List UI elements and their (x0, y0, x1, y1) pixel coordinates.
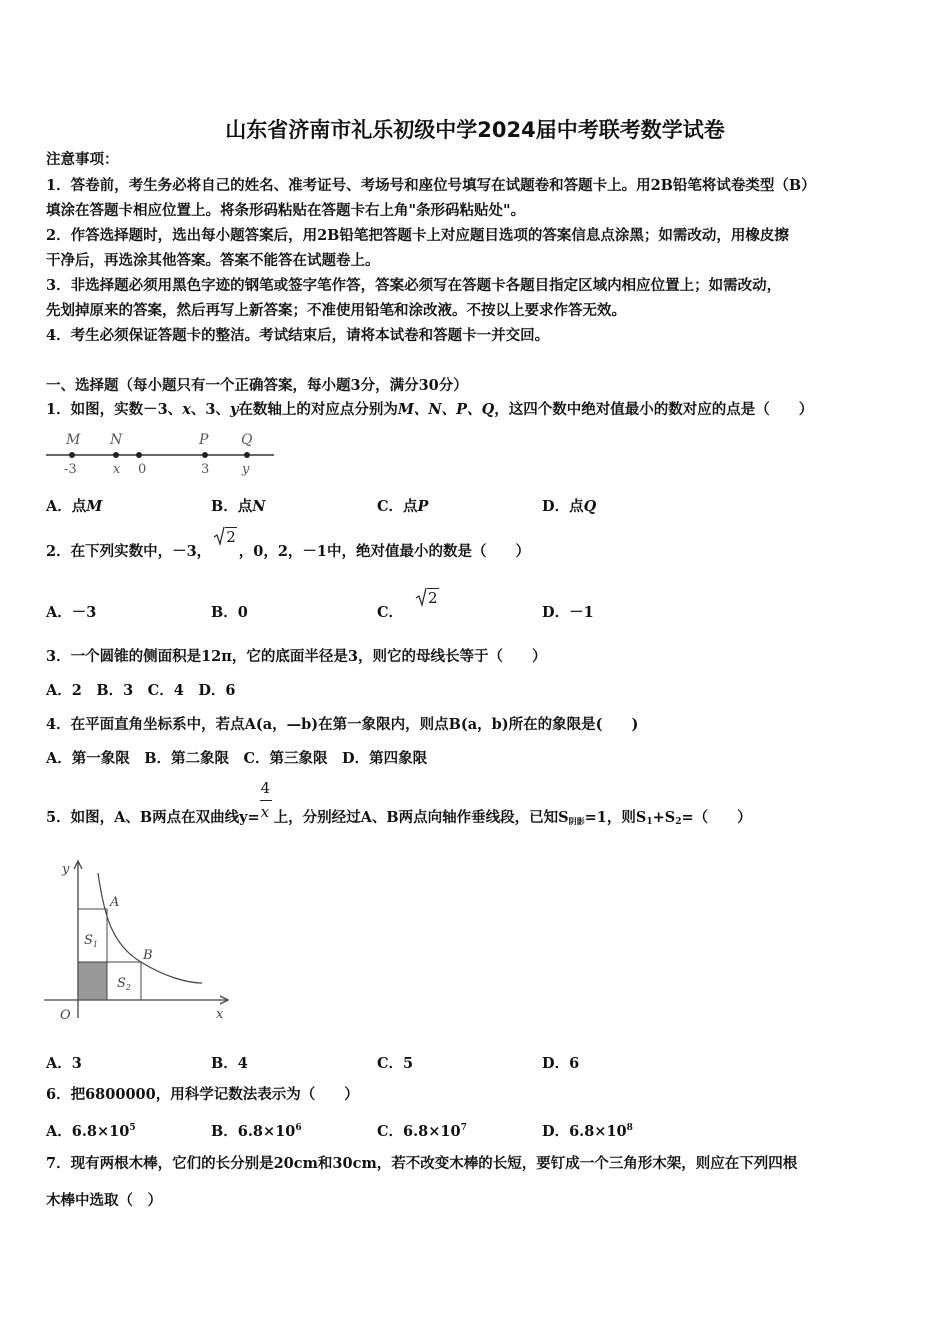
point-p (202, 452, 208, 458)
tick-0: 0 (138, 462, 147, 477)
q1-option-c[interactable]: C．点P (377, 498, 429, 515)
tick-neg3: -3 (64, 462, 77, 477)
question-6-stem: 6．把6800000，用科学记数法表示为（ ） (46, 1086, 359, 1103)
point-n (113, 452, 119, 458)
question-5-stem: 5．如图，A、B两点在双曲线y= $\frac{4}{x}$ 上，分别经过A、B两点向轴作垂线段，已知$S_{阴影}=1$，则$S_1+S_2=$（ ） (46, 779, 752, 827)
label-q: Q (241, 432, 253, 448)
point-m (69, 452, 75, 458)
question-7-line-1: 7．现有两根木棒，它们的长分别是20cm和30cm，若不改变木棒的长短，要钉成一个三角形木架，则应在下列四根 (46, 1155, 798, 1172)
fraction-4-over-x: $\frac{4}{x}$ (260, 779, 271, 821)
notice-line-1: 1．答卷前，考生务必将自己的姓名、准考证号、考场号和座位号填写在试题卷和答题卡上。用2B铅笔将试卷类型（B） (46, 177, 816, 194)
hyperbola-curve (98, 873, 202, 983)
sqrt-two: 2 (213, 526, 237, 547)
q6-option-d[interactable]: D．$6.8\times 10^8$ (542, 1123, 633, 1140)
fig-label-x: x (216, 1007, 224, 1022)
hyperbola-figure (40, 855, 240, 1025)
q1-option-a[interactable]: A．点M (46, 498, 103, 515)
question-1-stem: 1．如图，实数－3、x、3、y在数轴上的对应点分别为M、N、P、Q，这四个数中绝对值最小的数对应的点是（ ） (46, 401, 814, 418)
label-m: M (66, 432, 81, 448)
question-2-stem: 2．在下列实数中，－3，2，0，2，－1中，绝对值最小的数是（ ） (46, 528, 531, 560)
q2-option-d[interactable]: D．－1 (542, 604, 594, 621)
q2-option-a[interactable]: A．－3 (46, 604, 97, 621)
notice-line-7: 4．考生必须保证答题卡的整洁。考试结束后，请将本试卷和答题卡一并交回。 (46, 327, 550, 344)
section-heading: 一、选择题（每小题只有一个正确答案，每小题3分，满分30分） (46, 377, 468, 394)
q5-option-a[interactable]: A．3 (46, 1055, 82, 1072)
shaded-region (78, 962, 107, 1000)
notice-heading: 注意事项： (46, 151, 119, 168)
question-4-stem: 4．在平面直角坐标系中，若点A(a，—b)在第一象限内，则点B(a，b)所在的象限是( ) (46, 716, 639, 733)
fig-label-b: B (143, 948, 153, 963)
q2-option-c[interactable]: C．2 (377, 589, 438, 621)
q1-option-b[interactable]: B．点N (211, 498, 266, 515)
page-title: 山东省济南市礼乐初级中学2024届中考联考数学试卷 (225, 118, 725, 142)
label-p: P (199, 432, 209, 448)
fig-label-s1: $S_1$ (84, 933, 98, 949)
tick-y: y (242, 462, 250, 477)
question-7-line-2: 木棒中选取（ ） (46, 1192, 162, 1209)
q3-options[interactable]: A．2 B．3 C．4 D．6 (46, 682, 236, 699)
notice-line-4: 干净后，再选涂其他答案。答案不能答在试题卷上。 (46, 252, 380, 269)
tick-3: 3 (201, 462, 210, 477)
number-line-figure (42, 428, 282, 480)
notice-line-2: 填涂在答题卡相应位置上。将条形码粘贴在答题卡右上角"条形码粘贴处"。 (46, 202, 526, 219)
tick-x: x (113, 462, 121, 477)
question-3-stem: 3．一个圆锥的侧面积是12π，它的底面半径是3，则它的母线长等于（ ） (46, 648, 547, 665)
q4-options[interactable]: A．第一象限 B．第二象限 C．第三象限 D．第四象限 (46, 750, 428, 767)
fig-label-s2: $S_2$ (117, 976, 131, 992)
radical-sign-icon (213, 526, 225, 546)
q5-option-d[interactable]: D．6 (542, 1055, 580, 1072)
q6-option-c[interactable]: C．$6.8\times 10^7$ (377, 1123, 467, 1140)
radical-sign-icon (415, 587, 427, 607)
point-q (244, 452, 250, 458)
q5-option-b[interactable]: B．4 (211, 1055, 248, 1072)
notice-line-3: 2．作答选择题时，选出每小题答案后，用2B铅笔把答题卡上对应题目选项的答案信息点涂黑；如需改动，用橡皮擦 (46, 227, 789, 244)
q2-option-b[interactable]: B．0 (211, 604, 248, 621)
q5-option-c[interactable]: C．5 (377, 1055, 414, 1072)
point-origin (136, 452, 142, 458)
fig-label-origin: O (60, 1008, 71, 1023)
q1-option-d[interactable]: D．点Q (542, 498, 597, 515)
q6-option-a[interactable]: A．$6.8\times 10^5$ (46, 1123, 136, 1140)
fig-label-y: y (62, 862, 70, 877)
q6-option-b[interactable]: B．$6.8\times 10^6$ (211, 1123, 302, 1140)
fraction-bar (260, 800, 272, 801)
notice-line-6: 先划掉原来的答案，然后再写上新答案；不准使用铅笔和涂改液。不按以上要求作答无效。 (46, 302, 626, 319)
fig-label-a: A (110, 895, 120, 910)
sqrt-two-option: 2 (415, 587, 439, 607)
label-n: N (110, 432, 123, 448)
notice-line-5: 3．非选择题必须用黑色字迹的钢笔或签字笔作答，答案必须写在答题卡各题目指定区域内相应位置上；如需改动， (46, 277, 782, 294)
